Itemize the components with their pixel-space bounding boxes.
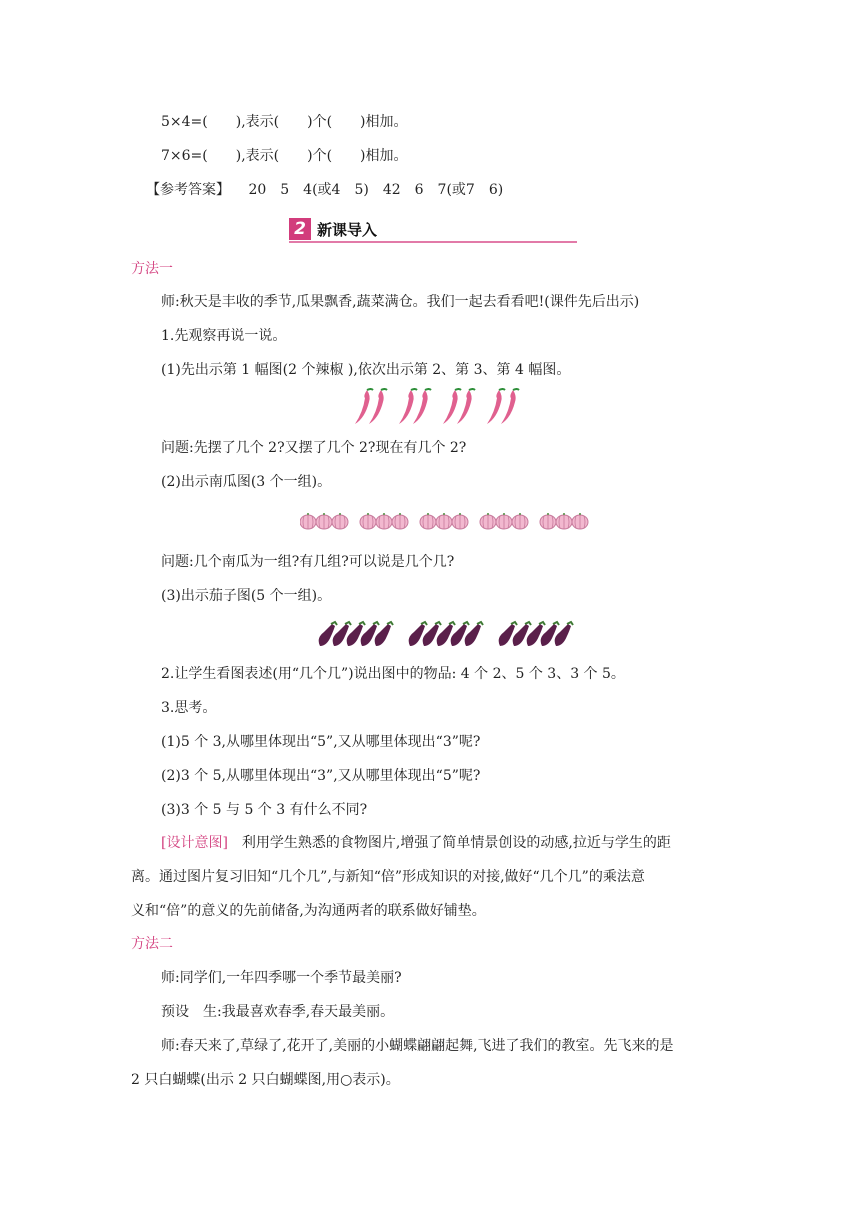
design-intent-line-2: 离。通过图片复习旧知“几个几”,与新知“倍”形成知识的对接,做好“几个几”的乘法意 <box>131 869 645 885</box>
pumpkin-icon <box>300 513 316 529</box>
design-intent-label: [设计意图] <box>161 835 228 851</box>
method1-line: (3)出示茄子图(5 个一组)。 <box>161 588 332 604</box>
method1-line: 1.先观察再说一说。 <box>161 328 287 344</box>
method2-line: 2 只白蝴蝶(出示 2 只白蝴蝶图,用○表示)。 <box>131 1072 400 1088</box>
method1-line: (1)先出示第 1 幅图(2 个辣椒 ),依次出示第 2、第 3、第 4 幅图。 <box>161 362 571 378</box>
method1-line: (3)3 个 5 与 5 个 3 有什么不同? <box>161 802 368 818</box>
answer-text: 20 5 4(或4 5) 42 6 7(或7 6) <box>248 182 504 198</box>
method1-line: 2.让学生看图表述(用“几个几”)说出图中的物品: 4 个 2、5 个 3、3 个 5。 <box>161 666 625 682</box>
answer-label: 【参考答案】 <box>146 182 230 198</box>
design-intent-line-3: 义和“倍”的意义的先前储备,为沟通两者的联系做好铺垫。 <box>131 903 486 919</box>
method1-line: (1)5 个 3,从哪里体现出“5”,又从哪里体现出“3”呢? <box>161 734 481 750</box>
method1-line: 师:秋天是丰收的季节,瓜果飘香,蔬菜满仓。我们一起去看看吧!(课件先后出示) <box>161 294 640 310</box>
method1-heading: 方法一 <box>131 261 173 277</box>
method2-heading: 方法二 <box>131 936 173 952</box>
method2-line: 师:同学们,一年四季哪一个季节最美丽? <box>161 970 402 986</box>
design-intent-line-1 <box>161 833 671 853</box>
method1-line: 问题:先摆了几个 2?又摆了几个 2?现在有几个 2? <box>161 440 467 456</box>
method2-line: 师:春天来了,草绿了,花开了,美丽的小蝴蝶翩翩起舞,飞进了我们的教室。先飞来的是 <box>161 1038 674 1054</box>
section-title: 新课导入 <box>317 221 378 239</box>
method1-line: 问题:几个南瓜为一组?有几组?可以说是几个几? <box>161 554 455 570</box>
section-number: 2 <box>289 218 311 240</box>
eggplants-image <box>317 620 577 650</box>
review-question-1: 5×4=( ),表示( )个( )相加。 <box>161 114 408 130</box>
peppers-image <box>355 388 533 428</box>
method2-line: 预设 生:我最喜欢春季,春天最美丽。 <box>161 1004 395 1020</box>
section-header <box>289 218 577 242</box>
design-intent-text: 利用学生熟悉的食物图片,增强了简单情景创设的动感,拉近与学生的距 <box>227 835 671 851</box>
method1-line: (2)出示南瓜图(3 个一组)。 <box>161 474 332 490</box>
pepper-icon <box>355 389 373 424</box>
method1-line: 3.思考。 <box>161 700 217 716</box>
pumpkins-image <box>300 512 592 530</box>
reference-answer <box>146 180 503 200</box>
review-question-2: 7×6=( ),表示( )个( )相加。 <box>161 148 408 164</box>
section-underline <box>289 241 577 243</box>
method1-line: (2)3 个 5,从哪里体现出“3”,又从哪里体现出“5”呢? <box>161 768 481 784</box>
